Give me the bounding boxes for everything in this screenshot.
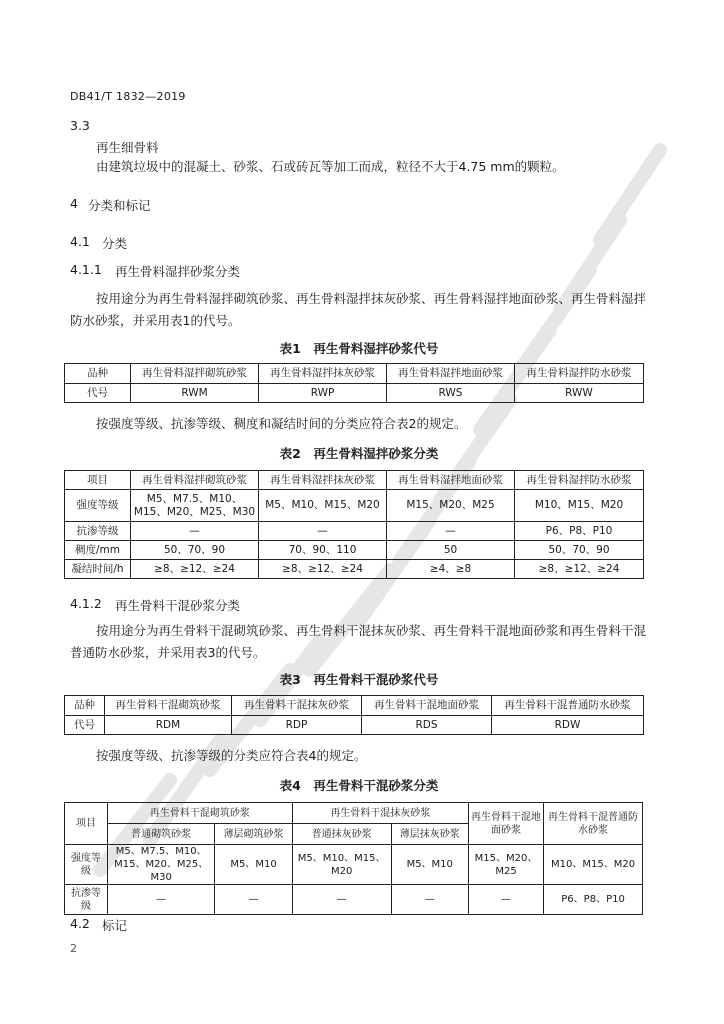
table-header-cell: 再生骨料干混砌筑砂浆 xyxy=(107,803,292,824)
table-cell: M5、M10、M15、M20 xyxy=(292,845,391,885)
table-cell: M5、M7.5、M10、M15、M20、M25、M30 xyxy=(107,845,214,885)
table-cell: 品种 xyxy=(65,364,131,384)
table-cell: 再生骨料干混地面砂浆 xyxy=(362,696,492,716)
table-cell: 再生骨料湿拌防水砂浆 xyxy=(515,364,644,384)
paragraph-4-1-1-grades: 按强度等级、抗渗等级、稠度和凝结时间的分类应符合表2的规定。 xyxy=(96,416,467,431)
table-cell: 再生骨料干混普通防水砂浆 xyxy=(492,696,644,716)
table-cell: ≥8、≥12、≥24 xyxy=(515,560,644,579)
table1-caption: 表1 再生骨料湿拌砂浆代号 xyxy=(279,341,439,356)
table-cell: RWM xyxy=(131,384,259,403)
table-cell: RDW xyxy=(492,716,644,735)
table-cell: — xyxy=(391,885,468,915)
table-cell: ≥4、≥8 xyxy=(387,560,515,579)
table-cell: — xyxy=(131,522,259,541)
table-cell: 抗渗等级 xyxy=(65,522,131,541)
table-cell: — xyxy=(387,522,515,541)
section-number-4: 4 xyxy=(70,196,78,211)
table-cell: M15、M20、M25 xyxy=(387,490,515,522)
table-row xyxy=(65,541,644,560)
term-definition: 由建筑垃圾中的混凝土、砂浆、石或砖瓦等加工而成，粒径不大于4.75 mm的颗粒。 xyxy=(96,159,565,174)
table-cell: 代号 xyxy=(65,716,105,735)
table-cell: ≥8、≥12、≥24 xyxy=(131,560,259,579)
table-header-cell: 再生骨料湿拌地面砂浆 xyxy=(387,471,515,490)
table-header-cell: 再生骨料湿拌防水砂浆 xyxy=(515,471,644,490)
table-header-row xyxy=(65,471,644,490)
paragraph-4-1-1-usage: 按用途分为再生骨料湿拌砌筑砂浆、再生骨料湿拌抹灰砂浆、再生骨料湿拌地面砂浆、再生骨料湿拌防水砂浆，并采用表1的代号。 xyxy=(70,291,647,328)
table-row xyxy=(65,384,644,403)
table-cell: M5、M10 xyxy=(215,845,292,885)
table-cell: P6、P8、P10 xyxy=(544,885,643,915)
table-cell: 再生骨料湿拌抹灰砂浆 xyxy=(259,364,387,384)
table-cell: M5、M7.5、M10、M15、M20、M25、M30 xyxy=(131,490,259,522)
table-cell: 稠度/mm xyxy=(65,541,131,560)
table3-caption: 表3 再生骨料干混砂浆代号 xyxy=(279,672,439,687)
section-title-4-1: 分类 xyxy=(102,236,128,251)
table-cell: 再生骨料湿拌砌筑砂浆 xyxy=(131,364,259,384)
table-header-cell: 普通砌筑砂浆 xyxy=(107,824,214,845)
table-cell: — xyxy=(259,522,387,541)
table-row xyxy=(65,364,644,384)
table-header-cell: 普通抹灰砂浆 xyxy=(292,824,391,845)
table-header-cell: 项目 xyxy=(65,803,108,845)
table-cell: M5、M10 xyxy=(391,845,468,885)
table-cell: 代号 xyxy=(65,384,131,403)
paragraph-4-1-2-grades: 按强度等级、抗渗等级的分类应符合表4的规定。 xyxy=(96,748,367,763)
table-cell: M5、M10、M15、M20 xyxy=(259,490,387,522)
table3 xyxy=(64,695,644,735)
table-cell: — xyxy=(292,885,391,915)
section-title-4: 分类和标记 xyxy=(88,198,151,213)
section-title-4-1-2: 再生骨料干混砂浆分类 xyxy=(115,598,241,613)
table-header-cell: 再生骨料干混地面砂浆 xyxy=(468,803,543,845)
table-cell: 凝结时间/h xyxy=(65,560,131,579)
table-cell: 再生骨料干混抹灰砂浆 xyxy=(232,696,362,716)
table-header-cell: 再生骨料干混普通防水砂浆 xyxy=(544,803,643,845)
table-cell: RWS xyxy=(387,384,515,403)
table-cell: RWP xyxy=(259,384,387,403)
table-cell: RDS xyxy=(362,716,492,735)
section-number-4-1-2: 4.1.2 xyxy=(70,596,102,611)
table-cell: 50 xyxy=(387,541,515,560)
table-row xyxy=(65,716,644,735)
table-row xyxy=(65,490,644,522)
table-header-cell: 再生骨料湿拌砌筑砂浆 xyxy=(131,471,259,490)
section-number-4-2: 4.2 xyxy=(70,916,90,931)
table2 xyxy=(64,470,644,579)
table-row xyxy=(65,845,643,885)
table-cell: M10、M15、M20 xyxy=(515,490,644,522)
table-header-row xyxy=(65,803,643,824)
table-cell: ≥8、≥12、≥24 xyxy=(259,560,387,579)
table-header-cell: 薄层砌筑砂浆 xyxy=(215,824,292,845)
section-number-4-1-1: 4.1.1 xyxy=(70,262,102,277)
table-cell: RWW xyxy=(515,384,644,403)
table1 xyxy=(64,363,644,403)
document-code: DB41/T 1832—2019 xyxy=(70,90,186,103)
table-cell: RDM xyxy=(105,716,232,735)
table-row xyxy=(65,696,644,716)
table4 xyxy=(64,802,643,915)
table-cell: — xyxy=(215,885,292,915)
section-number-3-3: 3.3 xyxy=(70,118,90,133)
table-cell: — xyxy=(107,885,214,915)
table-cell: 品种 xyxy=(65,696,105,716)
section-title-4-1-1: 再生骨料湿拌砂浆分类 xyxy=(115,264,241,279)
table-cell: P6、P8、P10 xyxy=(515,522,644,541)
table-cell: 50、70、90 xyxy=(515,541,644,560)
table-cell: 70、90、110 xyxy=(259,541,387,560)
table-cell: M10、M15、M20 xyxy=(544,845,643,885)
table-header-cell: 项目 xyxy=(65,471,131,490)
table-row xyxy=(65,885,643,915)
table-cell: 再生骨料湿拌地面砂浆 xyxy=(387,364,515,384)
table-header-cell: 再生骨料干混抹灰砂浆 xyxy=(292,803,468,824)
table-cell: — xyxy=(468,885,543,915)
section-title-4-2: 标记 xyxy=(102,918,128,933)
paragraph-4-1-2-usage: 按用途分为再生骨料干混砌筑砂浆、再生骨料干混抹灰砂浆、再生骨料干混地面砂浆和再生骨料干混普通防水砂浆，并采用表3的代号。 xyxy=(70,623,647,660)
table-cell: 强度等级 xyxy=(65,490,131,522)
table-header-cell: 再生骨料湿拌抹灰砂浆 xyxy=(259,471,387,490)
table-cell: RDP xyxy=(232,716,362,735)
table-cell: 强度等级 xyxy=(65,845,108,885)
table4-caption: 表4 再生骨料干混砂浆分类 xyxy=(279,778,439,793)
table-cell: 再生骨料干混砌筑砂浆 xyxy=(105,696,232,716)
table-cell: M15、M20、M25 xyxy=(468,845,543,885)
table-cell: 抗渗等级 xyxy=(65,885,108,915)
term-title: 再生细骨料 xyxy=(96,140,159,155)
table-cell: 50、70、90 xyxy=(131,541,259,560)
table-row xyxy=(65,560,644,579)
section-number-4-1: 4.1 xyxy=(70,234,90,249)
table-row xyxy=(65,522,644,541)
table-header-cell: 薄层抹灰砂浆 xyxy=(391,824,468,845)
page-number: 2 xyxy=(70,942,77,955)
table2-caption: 表2 再生骨料湿拌砂浆分类 xyxy=(279,446,439,461)
